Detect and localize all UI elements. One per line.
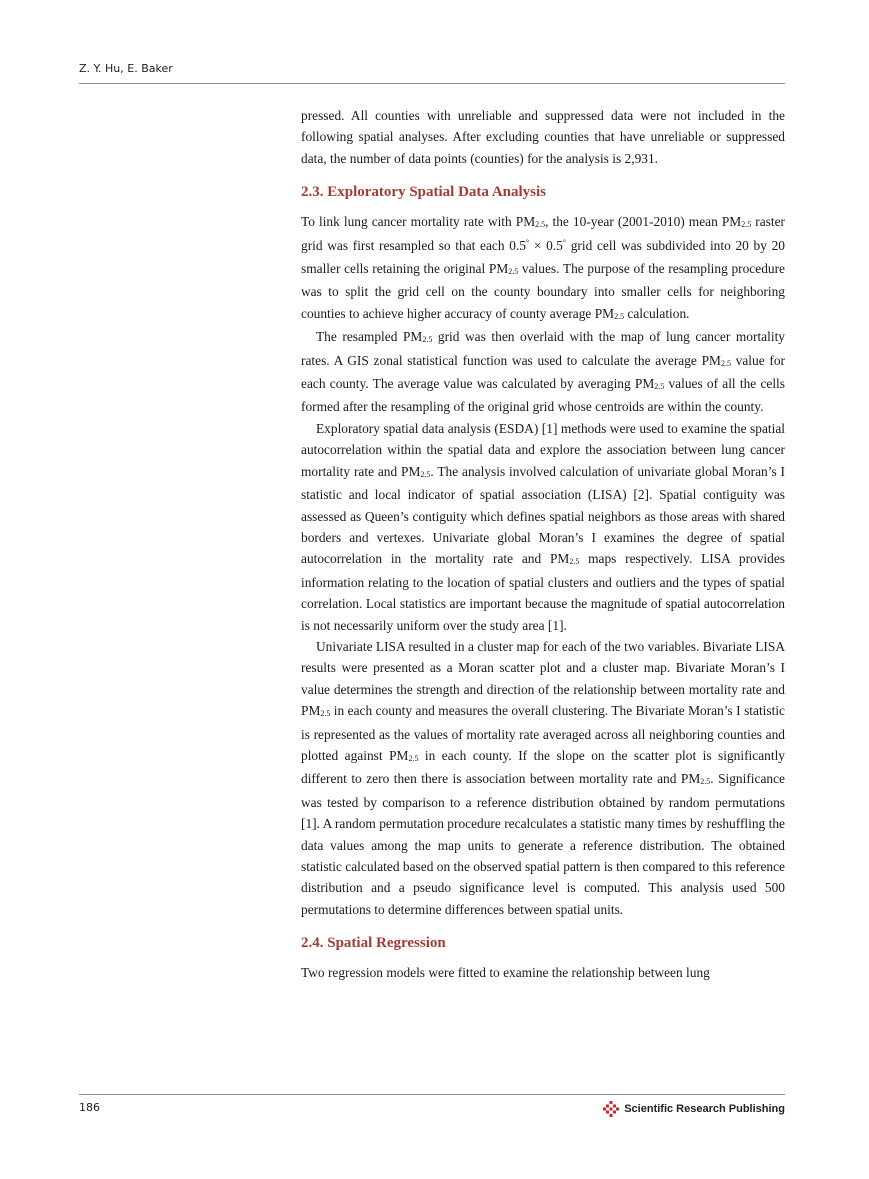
srp-logo-icon xyxy=(603,1101,619,1117)
publisher-mark xyxy=(603,1101,785,1117)
running-head-authors: Z. Y. Hu, E. Baker xyxy=(79,62,173,75)
paragraph-continued: pressed. All counties with unreliable and suppressed data were not included in the following spatial analyses. After excluding counties that have unreliable or suppressed data, the number of data points (counties) for the analysis is 2,931. xyxy=(301,108,785,166)
section-heading-2-4: 2.4. Spatial Regression xyxy=(301,935,446,952)
paragraph-esda-4: Univariate LISA resulted in a cluster map for each of the two variables. Bivariate LISA results were presented as a Moran scatter plot and a cluster map. Bivariate Moran’s I value determines the strength and direction of the relationship between mortality rate and $PM_{2.5}$ in each county and measures the overall clustering. The Bivariate Moran’s I statistic is represented as the values of mortality rate averaged across all neighboring counties and plotted against $PM_{2.5}$ in each county. If the slope on the scatter plot is significantly different to zero then there is association between mortality rate and $PM_{2.5}$. Significance was tested by comparison to a reference distribution obtained by random permutations [1]. A random permutation procedure recalculates a statistic many times by reshuffling the data values among the map units to generate a reference distribution. The obtained statistic calculated based on the observed spatial pattern is then compared to this reference distribution and a pseudo significance level is computed. This analysis used 500 permutations to determine differences between spatial units. xyxy=(301,638,786,917)
paragraph-regression: Two regression models were fitted to examine the relationship between lung xyxy=(301,965,710,981)
publisher-name: Scientific Research Publishing xyxy=(624,1103,785,1115)
paragraph-esda-3: Exploratory spatial data analysis (ESDA) [1] methods were used to examine the spatial autocorrelation within the spatial data and explore the association between lung cancer mortality rate and $PM_{2.5}$. The analysis involved calculation of univariate global Moran’s I statistic and local indicator of spatial association (LISA) [2]. Spatial contiguity was assessed as Queen’s contiguity which defines spatial neighbors as those areas with shared borders and vertexes. Univariate global Moran’s I examines the degree of spatial autocorrelation in the mortality rate and $PM_{2.5}$ maps respectively. LISA provides information relating to the location of spatial clusters and outliers and the types of spatial correlation. Local statistics are important because the magnitude of spatial autocorrelation is not necessarily uniform over the study area [1]. xyxy=(301,420,785,633)
page-number: 186 xyxy=(79,1101,100,1114)
section-heading-2-3: 2.3. Exploratory Spatial Data Analysis xyxy=(301,184,547,201)
footer-rule xyxy=(79,1094,785,1095)
paragraph-esda-1: To link lung cancer mortality rate with $PM_{2.5}$, the 10-year (2001-2010) mean $PM_{2.5}$ raster grid was first resampled so that each 0.5° × 0.5° grid cell was subdivided into 20 by 20 smaller cells retaining the original $PM_{2.5}$ values. The purpose of the resampling procedure was to split the grid cell on the county boundary into smaller cells for neighboring counties to achieve higher accuracy of county average $PM_{2.5}$ calculation. xyxy=(301,214,785,321)
header-rule xyxy=(79,83,785,84)
paragraph-esda-2: The resampled $PM_{2.5}$ grid was then overlaid with the map of lung cancer mortality rates. A GIS zonal statistical function was used to calculate the average $PM_{2.5}$ value for each county. The average value was calculated by averaging $PM_{2.5}$ values of all the cells formed after the resampling of the original grid whose centroids are within the county. xyxy=(301,329,785,415)
body-text xyxy=(301,105,785,984)
